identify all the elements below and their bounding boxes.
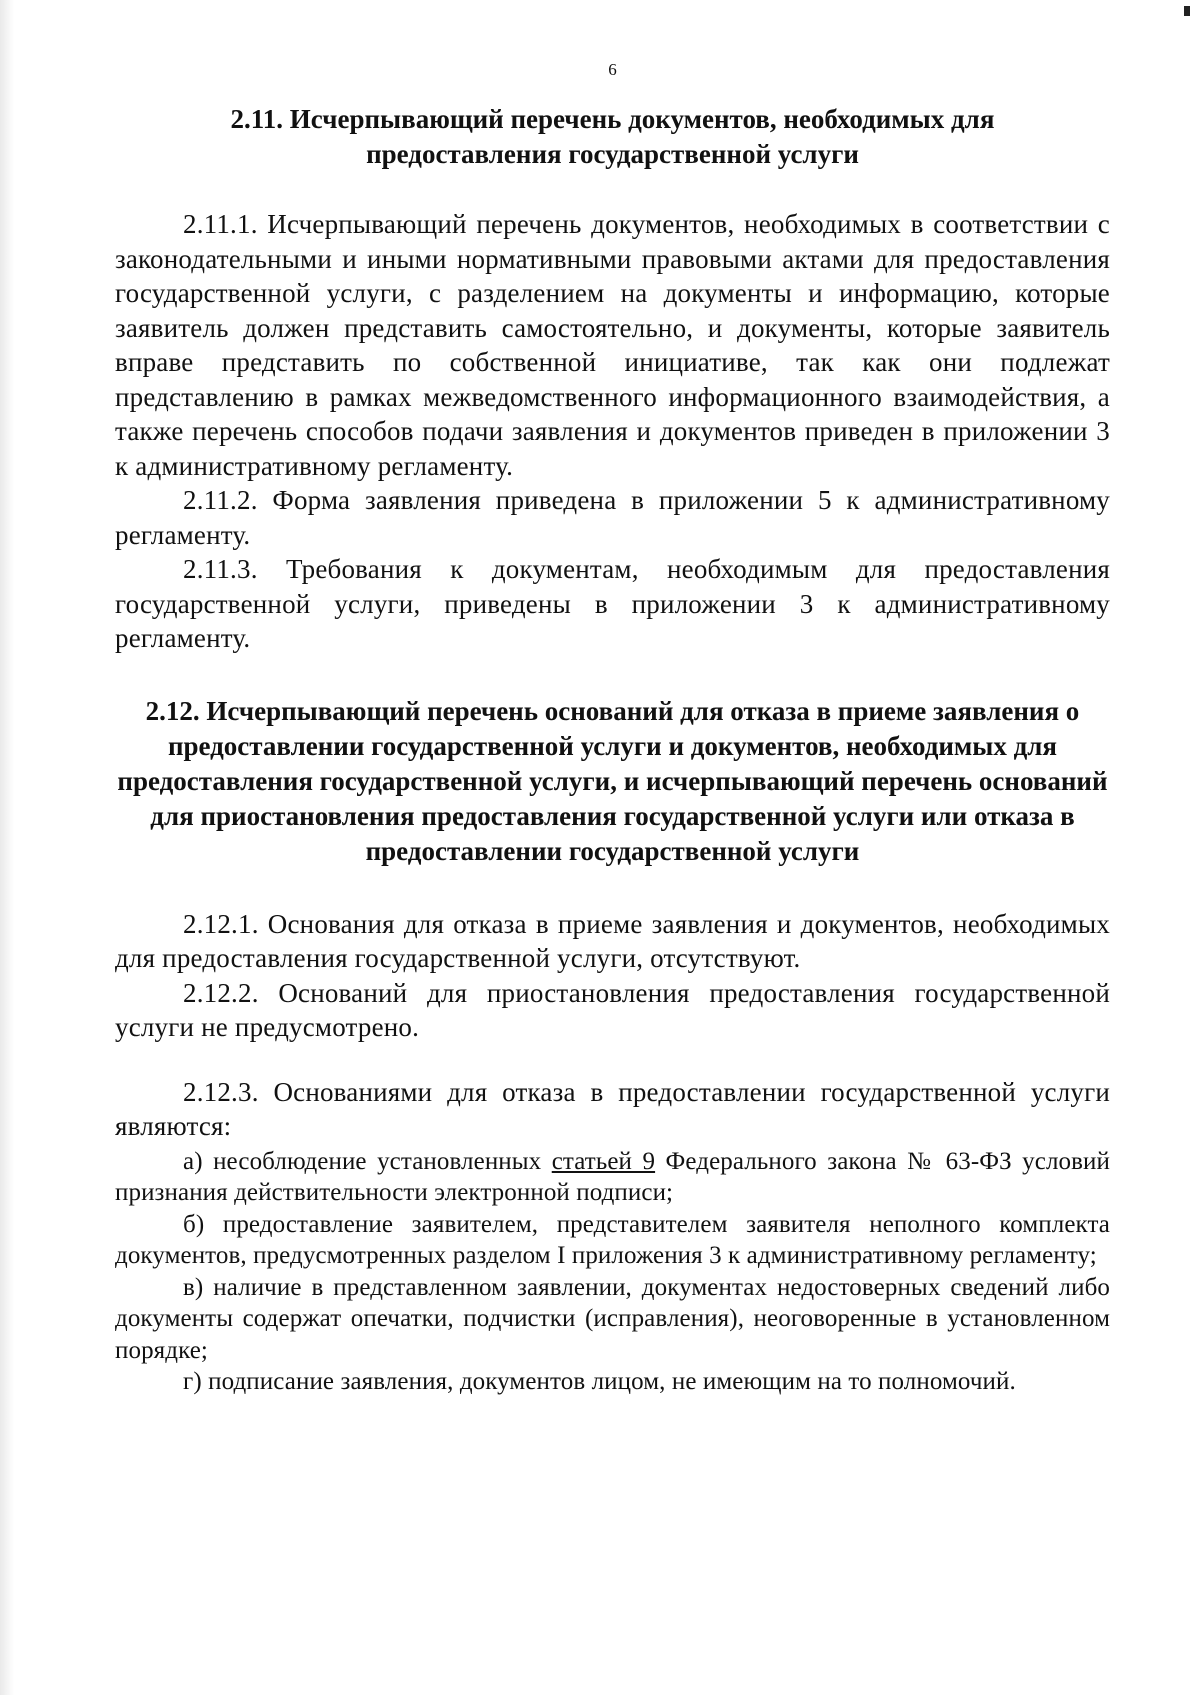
scan-mark: [1184, 6, 1190, 16]
paragraph-2-12-3: 2.12.3. Основаниями для отказа в предоставлении государственной услуги являются:: [115, 1076, 1110, 1141]
document-page: [115, 60, 1110, 1398]
list-item-a-text-before: а) несоблюдение установленных: [183, 1147, 552, 1175]
paragraph-2-12-2: 2.12.2. Оснований для приостановления предоставления государственной услуги не предусмотрено.: [115, 977, 1110, 1042]
list-item-b: б) предоставление заявителем, представителем заявителя неполного комплекта документов, предусмотренных разделом I приложения 3 к административному регламенту;: [115, 1210, 1110, 1269]
list-item-c: в) наличие в представленном заявлении, документах недостоверных сведений либо документы содержат опечатки, подчистки (исправления), неоговоренные в установленном порядке;: [115, 1273, 1110, 1364]
scan-edge: [0, 0, 14, 1695]
section-2-12-heading: 2.12. Исчерпывающий перечень оснований для отказа в приеме заявления о предоставлении государственной услуги и документов, необходимых для предоставления государственной услуги, и исчерпывающий перечень оснований для приостановления предоставления государственной услуги или отказа в предоставлении государственной услуги: [117, 695, 1108, 866]
grounds-list: [115, 1146, 1110, 1398]
list-item-a: [115, 1146, 1110, 1209]
paragraph-2-11-3: 2.11.3. Требования к документам, необходимым для предоставления государственной услуги, приведены в приложении 3 к административному регламенту.: [115, 554, 1110, 653]
section-2-11-body: [115, 207, 1110, 656]
paragraph-2-12-1: 2.12.1. Основания для отказа в приеме заявления и документов, необходимых для предоставления государственной услуги, отсутствуют.: [115, 908, 1110, 973]
section-2-11-heading: 2.11. Исчерпывающий перечень документов, необходимых для предоставления государственной услуги: [230, 104, 995, 169]
paragraph-2-11-1: 2.11.1. Исчерпывающий перечень документов, необходимых в соответствии с законодательными и иными нормативными правовыми актами для предоставления государственной услуги, с разделением на документы и информацию, которые заявитель должен представить самостоятельно, и документы, которые заявитель вправе представить по собственной инициативе, так как они подлежат представлению в рамках межведомственного информационного взаимодействия, а также перечень способов подачи заявления и документов приведен в приложении 3 к административному регламенту.: [115, 209, 1110, 481]
law-article-link[interactable]: статьей 9: [551, 1147, 656, 1175]
paragraph-2-11-2: 2.11.2. Форма заявления приведена в приложении 5 к административному регламенту.: [115, 485, 1110, 550]
page-number: 6: [608, 60, 617, 79]
list-item-a-text-after: Федерального закона № 63-ФЗ условий признания действительности электронной подписи;: [115, 1147, 1111, 1206]
spacer: [115, 1045, 1110, 1075]
section-2-12-body: [115, 907, 1110, 1398]
list-item-d: г) подписание заявления, документов лицом, не имеющим на то полномочий.: [183, 1368, 1016, 1395]
